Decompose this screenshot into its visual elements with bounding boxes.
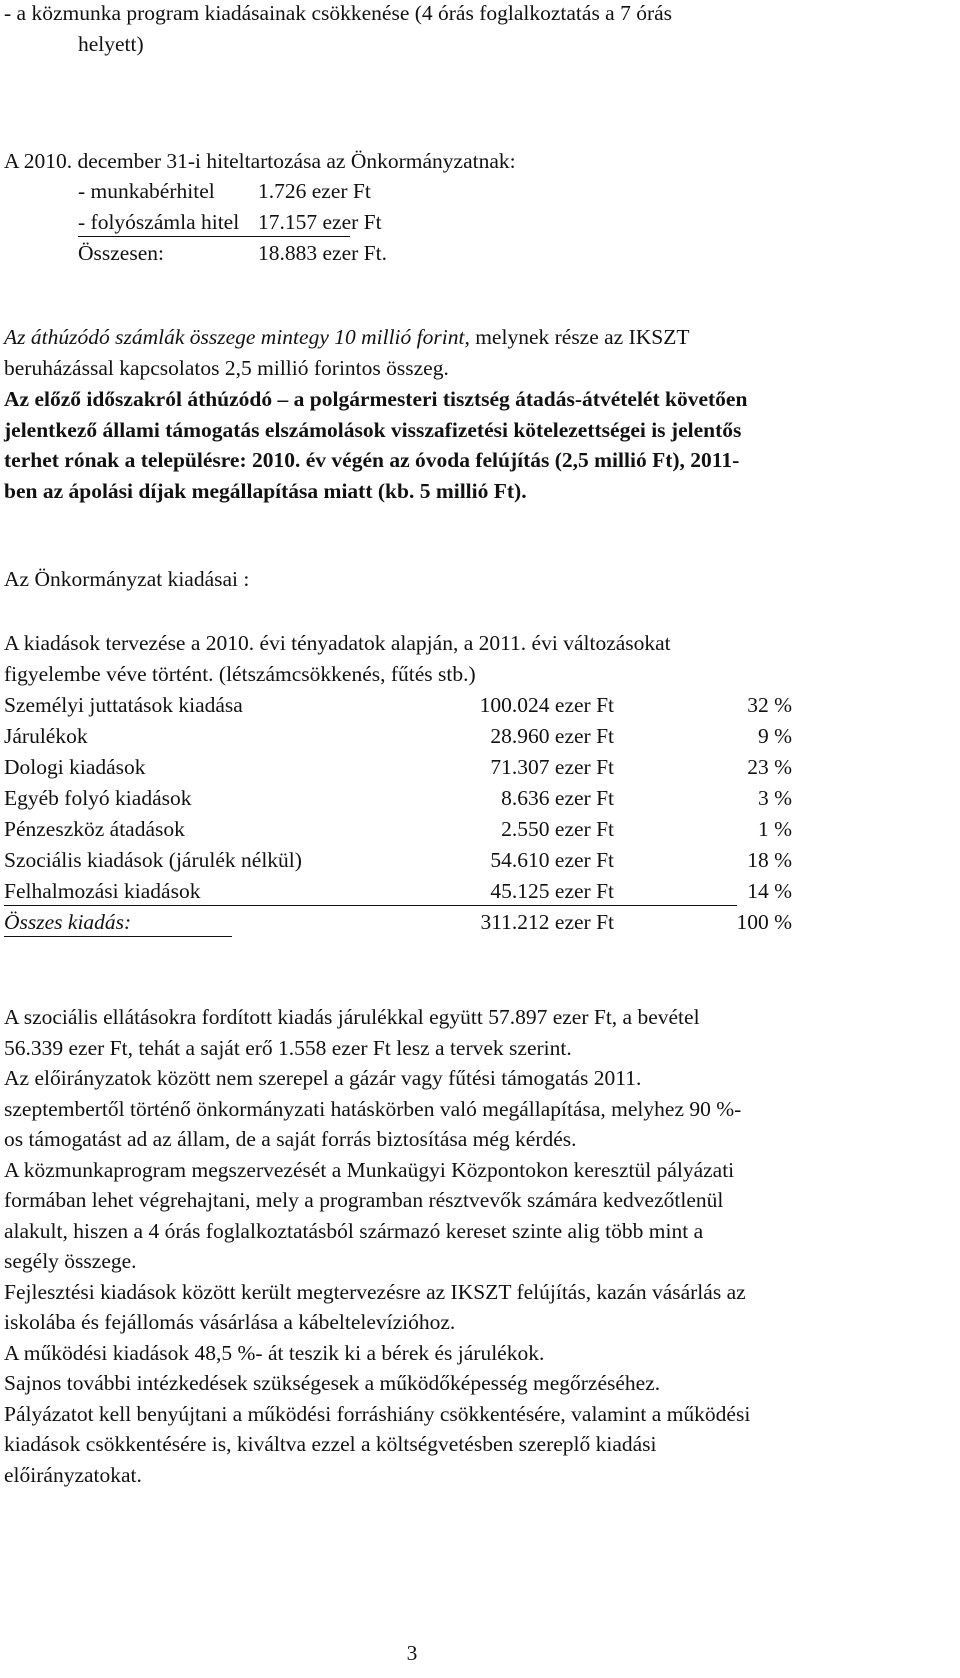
expense-percent: 9 % xyxy=(757,724,792,748)
expense-amount: 54.610 ezer Ft xyxy=(490,848,614,872)
obligations-line: Az előző időszakról áthúzódó – a polgármesteri tisztség átadás-átvételét követően xyxy=(4,387,748,411)
closing-line: Sajnos további intézkedések szükségesek a működőképesség megőrzéséhez. xyxy=(4,1371,661,1395)
expense-percent: 23 % xyxy=(747,755,792,779)
expense-row xyxy=(4,721,824,752)
page-number: 3 xyxy=(406,1641,418,1665)
expense-label: Felhalmozási kiadások xyxy=(4,879,201,903)
expense-row xyxy=(4,876,824,907)
closing-line: 56.339 ezer Ft, tehát a saját erő 1.558 ezer Ft lesz a tervek szerint. xyxy=(4,1035,572,1060)
debt-amount: 17.157 ezer Ft xyxy=(258,210,382,234)
carryover-paragraph xyxy=(4,322,904,383)
expense-percent: 14 % xyxy=(747,879,792,903)
debt-heading xyxy=(4,146,904,177)
carryover-italic: Az áthúzódó számlák összege mintegy 10 millió forint xyxy=(4,325,465,349)
debt-row xyxy=(78,207,478,238)
expense-percent: 18 % xyxy=(747,848,792,872)
expense-label: Dologi kiadások xyxy=(4,755,146,779)
expense-amount: 8.636 ezer Ft xyxy=(501,786,614,810)
expense-row xyxy=(4,783,824,814)
intro-line: - a közmunka program kiadásainak csökkenése (4 órás foglalkoztatás a 7 órás xyxy=(4,1,673,25)
expense-percent: 3 % xyxy=(757,786,792,810)
expense-row xyxy=(4,845,824,876)
debt-amount: 18.883 ezer Ft. xyxy=(258,241,387,265)
expense-total-percent: 100 % xyxy=(736,910,792,934)
closing-line: segély összege. xyxy=(4,1249,137,1273)
expense-total-amount: 311.212 ezer Ft xyxy=(480,910,614,934)
expense-amount: 100.024 ezer Ft xyxy=(479,693,614,717)
expense-amount: 71.307 ezer Ft xyxy=(490,755,614,779)
closing-line: A szociális ellátásokra fordított kiadás járulékkal együtt 57.897 ezer Ft, a bevétel xyxy=(4,1005,700,1029)
expenses-intro-line: figyelembe véve történt. (létszámcsökkenés, fűtés stb.) xyxy=(4,661,476,686)
closing-line: Fejlesztési kiadások között került megtervezésre az IKSZT felújítás, kazán vásárlás az xyxy=(4,1279,746,1304)
expense-label: Pénzeszköz átadások xyxy=(4,817,185,841)
expenses-intro xyxy=(4,628,904,689)
expense-total-label: Összes kiadás: xyxy=(4,910,132,934)
expense-amount: 28.960 ezer Ft xyxy=(490,724,614,748)
closing-line: Pályázatot kell benyújtani a működési forráshiány csökkentésére, valamint a működési xyxy=(4,1401,751,1426)
expense-label: Szociális kiadások (járulék nélkül) xyxy=(4,848,302,872)
expense-total-row xyxy=(4,907,824,938)
closing-line: Az előirányzatok között nem szerepel a gázár vagy fűtési támogatás 2011. xyxy=(4,1066,642,1090)
closing-line: szeptembertől történő önkormányzati hatáskörben való megállapítása, melyhez 90 %- xyxy=(4,1096,742,1121)
expense-total-label-underline xyxy=(4,936,232,937)
expenses-heading-text: Az Önkormányzat kiadásai : xyxy=(4,567,250,591)
closing-line: os támogatást ad az állam, de a saját forrás biztosítása még kérdés. xyxy=(4,1127,577,1151)
intro-line: helyett) xyxy=(78,31,144,56)
closing-line: A közmunkaprogram megszervezését a Munkaügyi Központokon keresztül pályázati xyxy=(4,1157,735,1182)
closing-line: kiadások csökkentésére is, kiváltva ezzel a költségvetésben szereplő kiadási xyxy=(4,1432,657,1456)
expense-amount: 2.550 ezer Ft xyxy=(501,817,614,841)
expense-label: Egyéb folyó kiadások xyxy=(4,786,192,810)
carryover-rest: , melynek része az IKSZT xyxy=(464,325,690,349)
expense-percent: 32 % xyxy=(747,693,792,717)
debt-row xyxy=(78,176,478,207)
closing-line: alakult, hiszen a 4 órás foglalkoztatásból származó kereset szinte alig több mint a xyxy=(4,1218,704,1243)
debt-total-row xyxy=(78,238,478,269)
closing-line: formában lehet végrehajtani, mely a programban résztvevők számára kedvezőtlenül xyxy=(4,1188,724,1212)
closing-line: A működési kiadások 48,5 %- át teszik ki a bérek és járulékok. xyxy=(4,1340,545,1365)
closing-text xyxy=(4,1002,904,1490)
expenses-heading xyxy=(4,564,904,595)
expense-row xyxy=(4,690,824,721)
expense-label: Járulékok xyxy=(4,724,88,748)
expense-row xyxy=(4,814,824,845)
expense-percent: 1 % xyxy=(757,817,792,841)
carryover-line xyxy=(4,322,904,353)
expense-label: Személyi juttatások kiadása xyxy=(4,693,243,717)
intro-item xyxy=(4,0,904,59)
debt-label: - folyószámla hitel xyxy=(78,210,240,234)
expense-row xyxy=(4,752,824,783)
obligations-line: ben az ápolási díjak megállapítása miatt (kb. 5 millió Ft). xyxy=(4,478,527,503)
expenses-intro-line: A kiadások tervezése a 2010. évi tényadatok alapján, a 2011. évi változásokat xyxy=(4,631,671,655)
expenses-table xyxy=(4,690,824,938)
debt-label: - munkabérhitel xyxy=(78,179,215,203)
expense-sum-underline xyxy=(4,905,737,906)
debt-amount: 1.726 ezer Ft xyxy=(258,179,371,203)
closing-line: előirányzatokat. xyxy=(4,1462,142,1487)
debt-label: Összesen: xyxy=(78,241,164,265)
closing-line: iskolába és fejállomás vásárlása a kábeltelevízióhoz. xyxy=(4,1310,456,1334)
debt-underline xyxy=(78,236,350,237)
obligations-line: terhet rónak a településre: 2010. év végén az óvoda felújítás (2,5 millió Ft), 2011- xyxy=(4,448,740,472)
obligations-line: jelentkező állami támogatás elszámolások visszafizetési kötelezettségei is jelentős xyxy=(4,417,742,442)
debt-heading-text: A 2010. december 31-i hiteltartozása az Önkormányzatnak: xyxy=(4,149,516,173)
expense-amount: 45.125 ezer Ft xyxy=(490,879,614,903)
obligations-paragraph xyxy=(4,384,904,506)
debt-table xyxy=(78,176,478,269)
carryover-line: beruházással kapcsolatos 2,5 millió forintos összeg. xyxy=(4,355,449,380)
